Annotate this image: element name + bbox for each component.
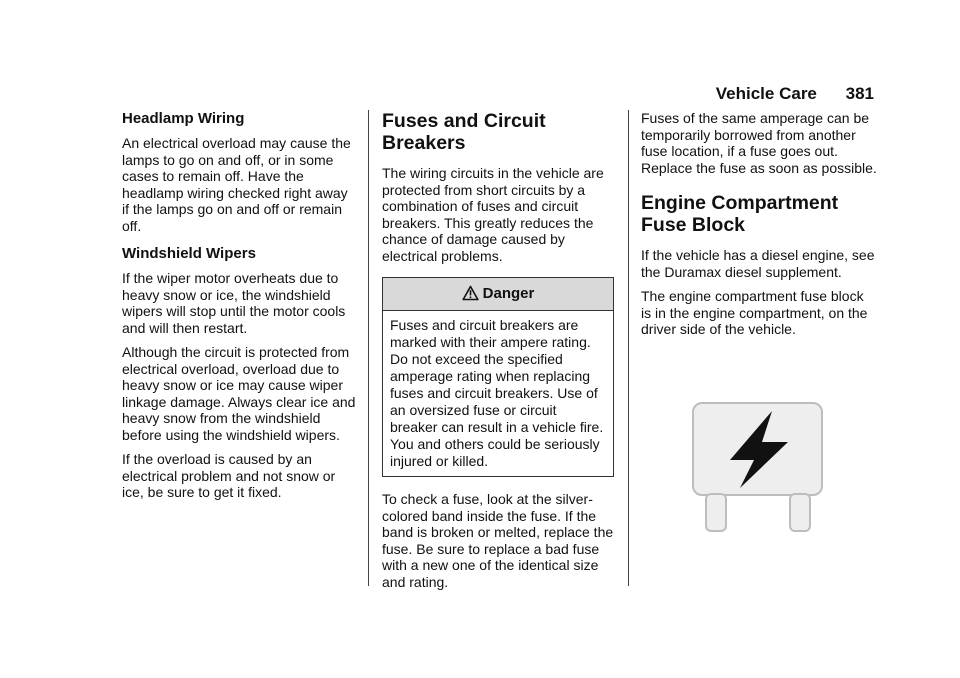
fuses-intro-text: The wiring circuits in the vehicle are protected from short circuits by a combination of fuses and circuit breakers. This greatly reduces the chance of damage caused by electrical problems. bbox=[382, 165, 604, 264]
danger-box bbox=[382, 277, 614, 477]
wipers-paragraph: Although the circuit is protected from electrical overload, overload due to heavy snow or ice may cause wiper linkage damage. Always clear ice and heavy snow from the windshield before using the windshield wipers. bbox=[122, 344, 356, 443]
engine-fuse-paragraph: If the vehicle has a diesel engine, see the Duramax diesel supplement. bbox=[641, 247, 875, 280]
danger-text: Fuses and circuit breakers are marked with their ampere rating. Do not exceed the specified amperage rating when replacing fuses and circuit breakers. Use of an oversized fuse or circuit breaker can result in a vehicle fire. You and others could be seriously injured or killed. bbox=[390, 317, 604, 469]
warning-triangle-icon bbox=[462, 281, 479, 313]
windshield-wipers-heading: Windshield Wipers bbox=[122, 245, 256, 262]
column-divider bbox=[368, 110, 369, 586]
wipers-paragraph: If the overload is caused by an electrical problem and not snow or ice, be sure to get it fixed. bbox=[122, 451, 336, 500]
page-number: 381 bbox=[845, 84, 874, 103]
headlamp-wiring-heading: Headlamp Wiring bbox=[122, 110, 245, 127]
section-title: Vehicle Care bbox=[715, 84, 817, 103]
fuses-heading: Fuses and Circuit Breakers bbox=[382, 110, 546, 154]
danger-header bbox=[383, 278, 613, 311]
engine-fuse-paragraph: The engine compartment fuse block is in the engine compartment, on the driver side of the vehicle. bbox=[641, 288, 868, 337]
column-middle bbox=[382, 110, 614, 598]
wipers-paragraph: If the wiper motor overheats due to heavy snow or ice, the windshield wipers will stop until the motor cools and will then restart. bbox=[122, 270, 346, 336]
fuse-block-icon bbox=[692, 402, 823, 533]
engine-fuse-block-heading: Engine Compartment Fuse Block bbox=[641, 192, 839, 236]
danger-label: Danger bbox=[482, 285, 535, 302]
page-header bbox=[716, 84, 874, 104]
column-left bbox=[122, 110, 358, 509]
column-divider bbox=[628, 110, 629, 586]
fuse-check-text: To check a fuse, look at the silver-colored band inside the fuse. If the band is broken or melted, replace the fuse. Be sure to replace a bad fuse with a new one of the identical size and rating. bbox=[382, 491, 614, 590]
fuse-borrow-text: Fuses of the same amperage can be temporarily borrowed from another fuse location, if a fuse goes out. Replace the fuse as soon as possible. bbox=[641, 110, 877, 176]
column-right bbox=[641, 110, 877, 346]
headlamp-wiring-text: An electrical overload may cause the lamps to go on and off, or in some cases to remain off. Have the headlamp wiring checked right away if the lamps go on and off or remain off. bbox=[122, 135, 351, 234]
